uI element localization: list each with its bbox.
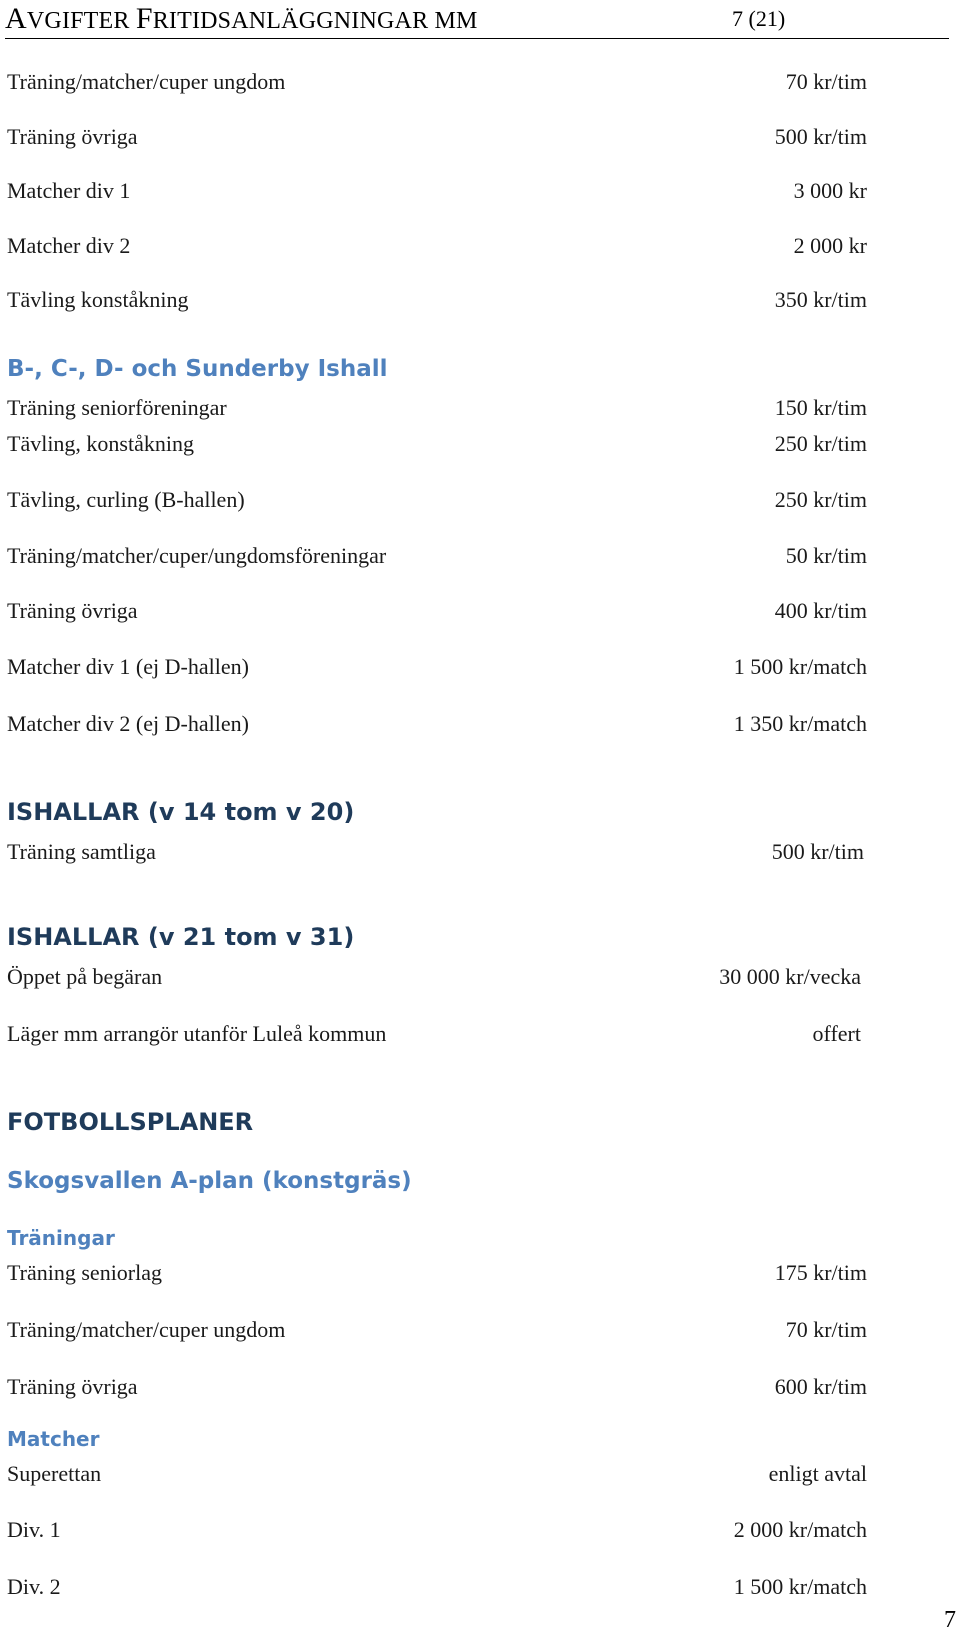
fee-row (7, 1316, 867, 1344)
fee-label: Div. 1 (7, 1517, 61, 1542)
title-part: A (5, 2, 27, 35)
fee-value: offert (812, 1021, 861, 1046)
fee-label: Träning seniorföreningar (7, 395, 227, 420)
fee-value: 500 kr/tim (774, 124, 867, 149)
fee-value: 1 500 kr/match (733, 1574, 867, 1599)
fee-label: Matcher div 2 (ej D-hallen) (7, 711, 249, 736)
fee-value: enligt avtal (768, 1461, 867, 1486)
fee-label: Träning/matcher/cuper ungdom (7, 69, 286, 94)
fee-value: 1 350 kr/match (733, 711, 867, 736)
title-part: RITIDSANLÄGGNINGAR MM (152, 8, 478, 34)
fee-value: 50 kr/tim (785, 543, 867, 568)
fee-label: Läger mm arrangör utanför Luleå kommun (7, 1021, 387, 1046)
fee-value: 350 kr/tim (774, 287, 867, 312)
fee-row (7, 232, 867, 260)
fee-value: 70 kr/tim (785, 69, 867, 94)
section-heading-ishallar-14-20: ISHALLAR (v 14 tom v 20) (7, 798, 355, 826)
page-indicator: 7 (21) (732, 6, 786, 31)
fee-row (7, 430, 867, 458)
fee-value: 3 000 kr (793, 178, 867, 203)
fee-row (7, 486, 867, 514)
fee-value: 250 kr/tim (774, 487, 867, 512)
fee-value: 70 kr/tim (785, 1317, 867, 1342)
title-part: VGIFTER (26, 8, 136, 34)
fee-value: 2 000 kr (793, 233, 867, 258)
fee-row (7, 1020, 861, 1048)
fee-row (7, 597, 867, 625)
fee-row (7, 838, 864, 866)
fee-row (7, 123, 867, 151)
fee-label: Träning/matcher/cuper/ungdomsföreningar (7, 543, 387, 568)
fee-row (7, 963, 861, 991)
fee-value: 150 kr/tim (774, 395, 867, 420)
section-heading-sunderby: B-, C-, D- och Sunderby Ishall (7, 356, 388, 382)
fee-row (7, 1573, 867, 1601)
fee-label: Div. 2 (7, 1574, 61, 1599)
fee-label: Träning seniorlag (7, 1260, 163, 1285)
group-heading-traningar: Träningar (7, 1226, 115, 1250)
fee-label: Tävling konståkning (7, 287, 189, 312)
subheading-skogsvallen: Skogsvallen A-plan (konstgräs) (7, 1168, 412, 1194)
fee-label: Träning övriga (7, 1374, 138, 1399)
fee-row (7, 394, 867, 422)
section-heading-fotbollsplaner: FOTBOLLSPLANER (7, 1108, 254, 1136)
fee-value: 250 kr/tim (774, 431, 867, 456)
fee-row (7, 710, 867, 738)
document-title (5, 4, 478, 36)
fee-label: Matcher div 1 (7, 178, 131, 203)
fee-value: 400 kr/tim (774, 598, 867, 623)
section-heading-ishallar-21-31: ISHALLAR (v 21 tom v 31) (7, 923, 355, 951)
page-number: 7 (944, 1607, 956, 1633)
group-heading-matcher: Matcher (7, 1427, 100, 1451)
fee-label: Öppet på begäran (7, 964, 163, 989)
fee-value: 600 kr/tim (774, 1374, 867, 1399)
fee-label: Superettan (7, 1461, 102, 1486)
fee-label: Träning övriga (7, 124, 138, 149)
fee-row (7, 1516, 867, 1544)
fee-row (7, 1259, 867, 1287)
fee-value: 2 000 kr/match (733, 1517, 867, 1542)
fee-row (7, 68, 867, 96)
fee-label: Tävling, konståkning (7, 431, 194, 456)
fee-row (7, 653, 867, 681)
title-part: F (135, 2, 153, 35)
fee-row (7, 542, 867, 570)
fee-label: Tävling, curling (B-hallen) (7, 487, 245, 512)
fee-row (7, 1460, 867, 1488)
fee-label: Matcher div 2 (7, 233, 131, 258)
fee-label: Träning/matcher/cuper ungdom (7, 1317, 286, 1342)
fee-label: Träning övriga (7, 598, 138, 623)
fee-value: 500 kr/tim (771, 839, 864, 864)
fee-value: 30 000 kr/vecka (719, 964, 861, 989)
fee-value: 175 kr/tim (774, 1260, 867, 1285)
fee-row (7, 1373, 867, 1401)
fee-value: 1 500 kr/match (733, 654, 867, 679)
fee-row (7, 177, 867, 205)
page-header (5, 0, 949, 39)
fee-row (7, 286, 867, 314)
fee-label: Matcher div 1 (ej D-hallen) (7, 654, 249, 679)
fee-label: Träning samtliga (7, 839, 156, 864)
